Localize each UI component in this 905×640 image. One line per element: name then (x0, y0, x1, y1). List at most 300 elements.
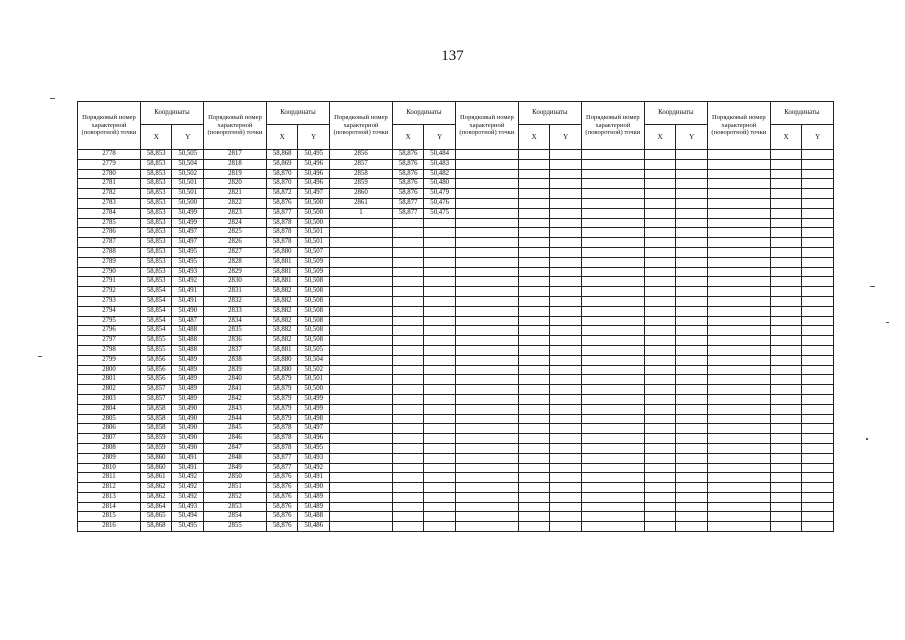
cell-y: 50,491 (172, 463, 204, 473)
header-y: Y (802, 125, 834, 150)
cell-x (644, 473, 675, 483)
table-row (78, 198, 834, 208)
cell-point-number (707, 492, 770, 502)
cell-x: 58,882 (266, 306, 297, 316)
cell-point-number: 2782 (78, 189, 141, 199)
cell-y (676, 150, 708, 160)
cell-y (802, 522, 834, 532)
cell-y (550, 208, 582, 218)
cell-point-number: 2839 (203, 365, 266, 375)
cell-x (644, 424, 675, 434)
cell-y (802, 287, 834, 297)
cell-point-number (581, 345, 644, 355)
cell-y: 50,493 (298, 453, 330, 463)
cell-y (676, 326, 708, 336)
cell-x (770, 159, 801, 169)
cell-y (802, 208, 834, 218)
cell-y: 50,501 (172, 189, 204, 199)
cell-point-number (455, 267, 518, 277)
cell-x (518, 424, 549, 434)
table-row (78, 238, 834, 248)
cell-y: 50,502 (172, 169, 204, 179)
cell-point-number (455, 394, 518, 404)
cell-x: 58,855 (140, 336, 171, 346)
cell-x (770, 267, 801, 277)
cell-x: 58,856 (140, 365, 171, 375)
cell-x: 58,876 (266, 502, 297, 512)
cell-point-number: 2784 (78, 208, 141, 218)
cell-x (518, 375, 549, 385)
cell-y: 50,487 (172, 316, 204, 326)
cell-x: 58,882 (266, 287, 297, 297)
cell-x (770, 257, 801, 267)
cell-x: 58,876 (266, 512, 297, 522)
header-coordinates: Координаты (518, 102, 581, 125)
cell-x (770, 150, 801, 160)
cell-point-number (581, 238, 644, 248)
cell-point-number (329, 502, 392, 512)
cell-y (676, 345, 708, 355)
cell-x: 58,876 (392, 189, 423, 199)
cell-y (802, 404, 834, 414)
cell-y (550, 228, 582, 238)
cell-point-number (581, 365, 644, 375)
cell-x (770, 492, 801, 502)
cell-x (644, 463, 675, 473)
cell-y (802, 473, 834, 483)
cell-point-number: 2795 (78, 316, 141, 326)
cell-y (676, 316, 708, 326)
table-row (78, 385, 834, 395)
cell-y (550, 296, 582, 306)
cell-x: 58,880 (266, 247, 297, 257)
cell-y: 50,492 (298, 463, 330, 473)
cell-point-number: 2846 (203, 434, 266, 444)
cell-point-number (455, 512, 518, 522)
cell-point-number (581, 159, 644, 169)
scan-speck (866, 438, 868, 440)
cell-x: 58,859 (140, 434, 171, 444)
cell-y: 50,507 (298, 247, 330, 257)
cell-x (392, 414, 423, 424)
cell-x: 58,877 (266, 208, 297, 218)
cell-x: 58,853 (140, 238, 171, 248)
cell-y: 50,491 (172, 296, 204, 306)
cell-point-number: 2796 (78, 326, 141, 336)
cell-y (550, 345, 582, 355)
header-x: X (518, 125, 549, 150)
cell-point-number (581, 257, 644, 267)
cell-x (644, 365, 675, 375)
cell-y (676, 355, 708, 365)
cell-y (676, 247, 708, 257)
cell-point-number: 2858 (329, 169, 392, 179)
cell-x (644, 306, 675, 316)
cell-point-number (329, 385, 392, 395)
cell-point-number (455, 414, 518, 424)
cell-x (770, 218, 801, 228)
cell-y (424, 218, 456, 228)
cell-y: 50,498 (298, 414, 330, 424)
cell-y (802, 375, 834, 385)
cell-point-number: 2836 (203, 336, 266, 346)
cell-point-number (707, 287, 770, 297)
cell-x (392, 277, 423, 287)
cell-y (676, 218, 708, 228)
cell-point-number (707, 404, 770, 414)
cell-x: 58,880 (266, 365, 297, 375)
cell-point-number (455, 218, 518, 228)
cell-point-number: 2831 (203, 287, 266, 297)
cell-y (550, 150, 582, 160)
cell-point-number (455, 159, 518, 169)
cell-x: 58,879 (266, 394, 297, 404)
cell-x (770, 512, 801, 522)
cell-x (518, 355, 549, 365)
cell-x: 58,882 (266, 326, 297, 336)
cell-y: 50,499 (172, 218, 204, 228)
cell-x (392, 228, 423, 238)
cell-x (518, 473, 549, 483)
cell-y (424, 522, 456, 532)
table-row (78, 345, 834, 355)
cell-point-number (707, 208, 770, 218)
cell-y (676, 492, 708, 502)
cell-x: 58,879 (266, 414, 297, 424)
cell-y (802, 345, 834, 355)
cell-point-number (707, 150, 770, 160)
cell-x (644, 375, 675, 385)
cell-point-number: 2786 (78, 228, 141, 238)
cell-y (550, 287, 582, 297)
cell-point-number: 2829 (203, 267, 266, 277)
cell-point-number: 2830 (203, 277, 266, 287)
cell-y (550, 453, 582, 463)
cell-point-number (707, 336, 770, 346)
cell-x (770, 228, 801, 238)
cell-y (424, 492, 456, 502)
cell-x: 58,860 (140, 463, 171, 473)
cell-x: 58,853 (140, 277, 171, 287)
cell-point-number: 2849 (203, 463, 266, 473)
cell-x (518, 394, 549, 404)
cell-y (802, 159, 834, 169)
cell-y (424, 306, 456, 316)
cell-point-number: 2805 (78, 414, 141, 424)
cell-x (770, 316, 801, 326)
cell-y (550, 355, 582, 365)
cell-x: 58,853 (140, 189, 171, 199)
cell-point-number (329, 424, 392, 434)
cell-point-number (329, 434, 392, 444)
cell-y: 50,508 (298, 316, 330, 326)
cell-point-number: 2844 (203, 414, 266, 424)
cell-point-number (707, 414, 770, 424)
cell-y (676, 463, 708, 473)
cell-x: 58,862 (140, 492, 171, 502)
cell-point-number (455, 247, 518, 257)
cell-y (550, 492, 582, 502)
table-row (78, 512, 834, 522)
cell-y (676, 434, 708, 444)
cell-x (770, 198, 801, 208)
cell-y (424, 316, 456, 326)
cell-point-number (455, 208, 518, 218)
cell-y: 50,484 (424, 150, 456, 160)
cell-x (644, 522, 675, 532)
cell-y: 50,475 (424, 208, 456, 218)
cell-x: 58,860 (140, 453, 171, 463)
header-x: X (644, 125, 675, 150)
cell-x (518, 238, 549, 248)
page-number: 137 (441, 48, 464, 64)
cell-x: 58,854 (140, 326, 171, 336)
table-row (78, 326, 834, 336)
cell-point-number: 2810 (78, 463, 141, 473)
cell-y (550, 336, 582, 346)
cell-point-number (329, 522, 392, 532)
cell-y: 50,497 (298, 189, 330, 199)
cell-x (770, 306, 801, 316)
cell-x (518, 345, 549, 355)
cell-point-number (329, 296, 392, 306)
cell-point-number (707, 169, 770, 179)
cell-x (644, 443, 675, 453)
cell-x (644, 238, 675, 248)
cell-x: 58,853 (140, 159, 171, 169)
cell-x: 58,876 (266, 198, 297, 208)
cell-x (518, 169, 549, 179)
cell-x (644, 159, 675, 169)
cell-x (392, 336, 423, 346)
cell-x: 58,878 (266, 443, 297, 453)
cell-point-number (707, 198, 770, 208)
cell-point-number: 2788 (78, 247, 141, 257)
cell-y: 50,489 (172, 375, 204, 385)
cell-x (518, 189, 549, 199)
header-coordinates: Координаты (392, 102, 455, 125)
cell-y: 50,508 (298, 326, 330, 336)
cell-point-number (581, 385, 644, 395)
cell-y: 50,502 (298, 365, 330, 375)
cell-point-number (329, 473, 392, 483)
cell-y: 50,504 (172, 159, 204, 169)
cell-point-number (329, 355, 392, 365)
cell-point-number (581, 179, 644, 189)
cell-x: 58,877 (392, 198, 423, 208)
cell-y: 50,501 (172, 179, 204, 189)
cell-y (676, 208, 708, 218)
cell-point-number (707, 355, 770, 365)
table-row (78, 267, 834, 277)
cell-x (770, 365, 801, 375)
cell-y: 50,492 (172, 277, 204, 287)
cell-point-number (329, 218, 392, 228)
table-row (78, 228, 834, 238)
cell-y (802, 296, 834, 306)
cell-point-number (707, 443, 770, 453)
cell-point-number (581, 424, 644, 434)
cell-point-number (581, 492, 644, 502)
cell-y: 50,488 (172, 326, 204, 336)
cell-x: 58,877 (266, 463, 297, 473)
cell-y (424, 267, 456, 277)
table-row (78, 453, 834, 463)
table-row (78, 179, 834, 189)
cell-x (518, 257, 549, 267)
table-row (78, 169, 834, 179)
header-x: X (266, 125, 297, 150)
cell-point-number (707, 502, 770, 512)
cell-y (424, 238, 456, 248)
cell-y (424, 394, 456, 404)
cell-point-number (329, 483, 392, 493)
cell-y: 50,505 (298, 345, 330, 355)
cell-y (550, 463, 582, 473)
cell-y: 50,496 (298, 159, 330, 169)
cell-y (550, 394, 582, 404)
cell-y (676, 365, 708, 375)
cell-y (676, 483, 708, 493)
cell-point-number (455, 316, 518, 326)
cell-x: 58,870 (266, 169, 297, 179)
header-y: Y (298, 125, 330, 150)
cell-point-number: 2832 (203, 296, 266, 306)
cell-point-number: 2853 (203, 502, 266, 512)
header-y: Y (550, 125, 582, 150)
cell-point-number: 2823 (203, 208, 266, 218)
cell-point-number (329, 228, 392, 238)
cell-point-number (707, 316, 770, 326)
cell-point-number: 2847 (203, 443, 266, 453)
cell-y (550, 365, 582, 375)
cell-point-number (329, 512, 392, 522)
cell-x (392, 247, 423, 257)
cell-y (424, 257, 456, 267)
cell-y: 50,495 (298, 150, 330, 160)
cell-point-number: 2825 (203, 228, 266, 238)
header-point-number: Порядковый номер характерной (поворотной) точки (455, 102, 518, 150)
cell-x (518, 296, 549, 306)
cell-x (392, 385, 423, 395)
cell-point-number: 2808 (78, 443, 141, 453)
cell-x (392, 326, 423, 336)
cell-y (802, 150, 834, 160)
cell-point-number: 2793 (78, 296, 141, 306)
cell-x: 58,857 (140, 394, 171, 404)
cell-point-number (707, 267, 770, 277)
cell-point-number (329, 316, 392, 326)
cell-point-number: 2822 (203, 198, 266, 208)
cell-y: 50,501 (298, 238, 330, 248)
cell-x: 58,876 (392, 159, 423, 169)
cell-x (770, 483, 801, 493)
cell-point-number (581, 443, 644, 453)
cell-point-number (329, 257, 392, 267)
cell-y: 50,509 (298, 267, 330, 277)
cell-x (770, 473, 801, 483)
cell-x (518, 385, 549, 395)
cell-point-number (455, 355, 518, 365)
cell-point-number (707, 434, 770, 444)
cell-point-number (455, 453, 518, 463)
cell-y (424, 228, 456, 238)
cell-y: 50,489 (172, 365, 204, 375)
cell-y: 50,491 (172, 453, 204, 463)
cell-point-number (329, 414, 392, 424)
cell-y: 50,497 (172, 228, 204, 238)
cell-point-number (329, 453, 392, 463)
cell-x (392, 512, 423, 522)
cell-y (802, 424, 834, 434)
cell-y: 50,500 (298, 208, 330, 218)
cell-x (392, 365, 423, 375)
cell-point-number: 2801 (78, 375, 141, 385)
cell-point-number: 2845 (203, 424, 266, 434)
cell-x: 58,858 (140, 404, 171, 414)
cell-y: 50,491 (172, 287, 204, 297)
cell-x (518, 336, 549, 346)
cell-point-number (455, 502, 518, 512)
cell-point-number: 2809 (78, 453, 141, 463)
cell-y (676, 306, 708, 316)
cell-point-number (707, 365, 770, 375)
cell-point-number (581, 502, 644, 512)
cell-x (518, 247, 549, 257)
cell-y: 50,495 (172, 257, 204, 267)
cell-x: 58,876 (266, 483, 297, 493)
cell-point-number (707, 159, 770, 169)
cell-x (518, 306, 549, 316)
cell-y: 50,500 (298, 218, 330, 228)
cell-y: 50,489 (298, 492, 330, 502)
table-row (78, 150, 834, 160)
cell-point-number: 2804 (78, 404, 141, 414)
cell-y: 50,496 (298, 169, 330, 179)
table-row (78, 443, 834, 453)
cell-y: 50,497 (172, 238, 204, 248)
cell-point-number (707, 277, 770, 287)
cell-y (802, 453, 834, 463)
table-row (78, 375, 834, 385)
cell-point-number: 2813 (78, 492, 141, 502)
cell-y (424, 365, 456, 375)
cell-x (644, 257, 675, 267)
cell-x: 58,876 (392, 169, 423, 179)
cell-x (518, 277, 549, 287)
cell-point-number (455, 443, 518, 453)
cell-x: 58,862 (140, 483, 171, 493)
cell-y (550, 159, 582, 169)
cell-point-number (329, 326, 392, 336)
cell-y (550, 306, 582, 316)
cell-point-number (455, 492, 518, 502)
cell-x (518, 150, 549, 160)
cell-point-number (455, 169, 518, 179)
cell-point-number (707, 394, 770, 404)
cell-point-number: 2803 (78, 394, 141, 404)
cell-x: 58,858 (140, 424, 171, 434)
cell-y (550, 198, 582, 208)
cell-x: 58,876 (266, 522, 297, 532)
cell-y (802, 247, 834, 257)
cell-y (550, 247, 582, 257)
cell-point-number: 2860 (329, 189, 392, 199)
cell-y (676, 277, 708, 287)
cell-x (770, 208, 801, 218)
cell-point-number (455, 179, 518, 189)
cell-point-number (581, 306, 644, 316)
